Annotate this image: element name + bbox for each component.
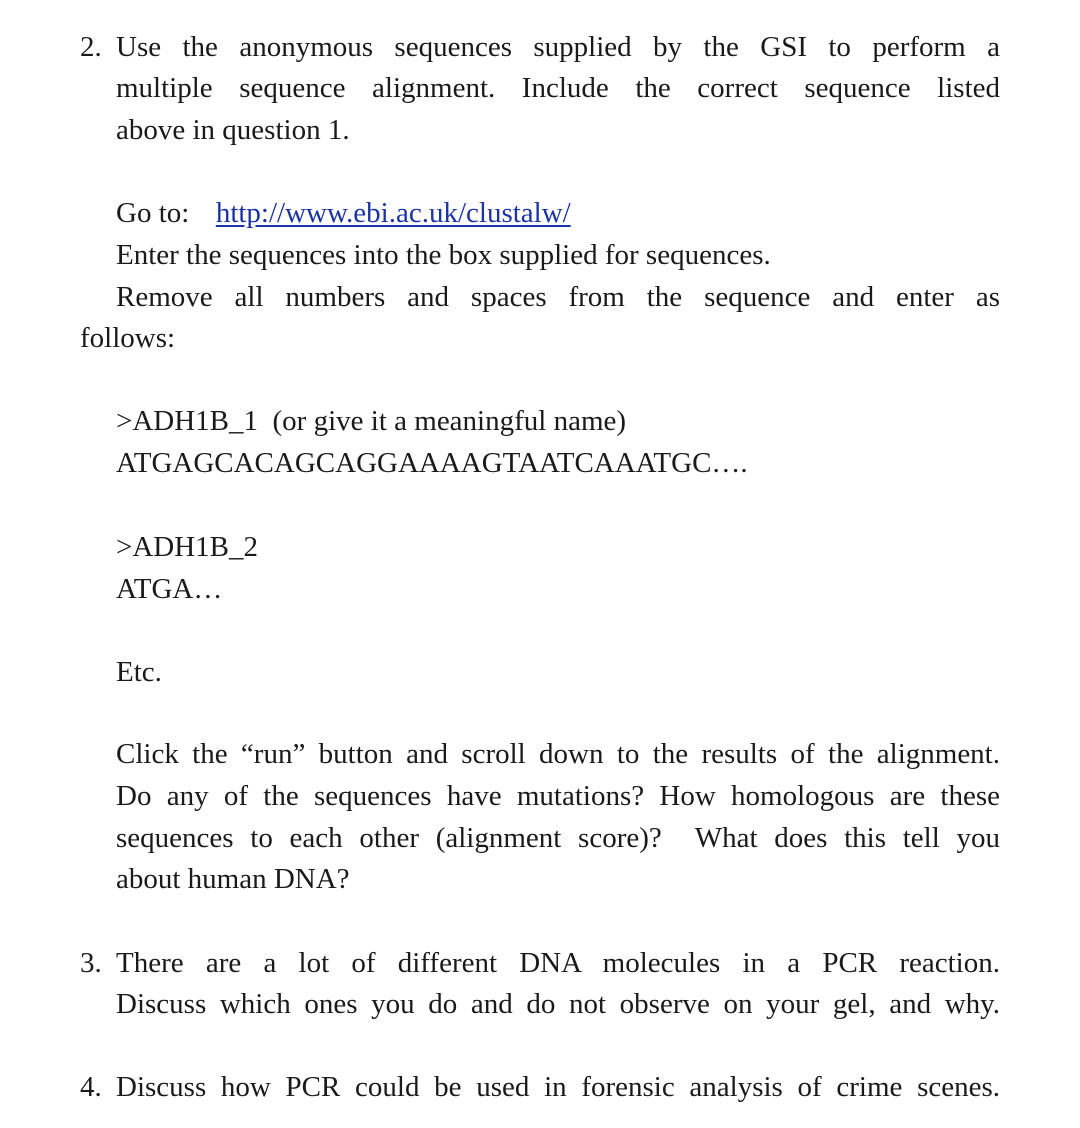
goto-line [116, 195, 571, 231]
question-3-number: 3. [80, 947, 102, 979]
question-4-number: 4. [80, 1071, 102, 1103]
etc-line: Etc. [116, 656, 162, 688]
question-4-line-1: Discuss how PCR could be used in forensic analysis of crime scenes. [116, 1071, 1000, 1103]
click-run-line-1: Click the “run” button and scroll down to the results of the alignment. [116, 738, 1000, 770]
sequence-2-body: ATGA… [116, 573, 223, 605]
sequence-1-body: ATGAGCACAGCAGGAAAAGTAATCAAATGC…. [116, 447, 748, 479]
question-2-line-2: multiple sequence alignment. Include the correct sequence listed [116, 72, 1000, 104]
question-2-line-1: Use the anonymous sequences supplied by the GSI to perform a [116, 31, 1000, 63]
click-run-line-4: about human DNA? [116, 863, 350, 895]
question-2-number: 2. [80, 31, 102, 63]
click-run-line-2: Do any of the sequences have mutations? How homologous are these [116, 780, 1000, 812]
follows-line: follows: [80, 322, 176, 354]
clustalw-link[interactable]: http://www.ebi.ac.uk/clustalw/ [215, 197, 571, 229]
question-3-line-2: Discuss which ones you do and do not observe on your gel, and why. [116, 988, 1000, 1020]
question-3-line-1: There are a lot of different DNA molecules in a PCR reaction. [116, 947, 1000, 979]
click-run-line-3: sequences to each other (alignment score)? What does this tell you [116, 822, 1000, 854]
sequence-2-header: >ADH1B_2 [116, 531, 259, 563]
remove-numbers-line: Remove all numbers and spaces from the sequence and enter as [116, 281, 1000, 313]
sequence-1-header: >ADH1B_1 (or give it a meaningful name) [116, 405, 627, 437]
question-2-line-3: above in question 1. [116, 114, 350, 146]
goto-label: Go to: [116, 197, 190, 229]
enter-sequences-line: Enter the sequences into the box supplied for sequences. [116, 239, 771, 271]
